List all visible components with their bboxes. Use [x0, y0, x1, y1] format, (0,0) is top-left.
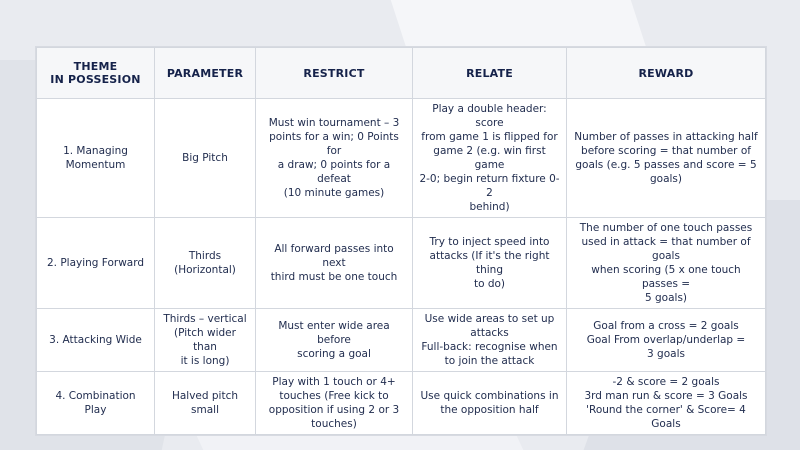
relate-text-line: Use quick combinations in — [420, 390, 559, 402]
restrict-cell — [256, 218, 413, 309]
relate-text-line: 2-0; begin return fixture 0-2 — [419, 173, 560, 199]
reward-text-line: 'Round the corner' & Score= 4 Goals — [586, 404, 746, 430]
relate-cell — [413, 309, 567, 372]
theme-text-line: 3. Attacking Wide — [49, 334, 142, 346]
relate-text-line: to join the attack — [444, 355, 535, 367]
restrict-text-line: Must enter wide area before — [278, 320, 390, 346]
header-reward: REWARD — [567, 48, 766, 99]
relate-text-line: from game 1 is flipped for — [421, 131, 558, 143]
restrict-text-line: All forward passes into next — [274, 243, 394, 269]
reward-text-line: goals (e.g. 5 passes and score = 5 — [575, 159, 757, 171]
parameter-text-line: Halved pitch — [171, 390, 239, 402]
restrict-text-line: points for a win; 0 Points for — [269, 131, 399, 157]
parameter-text-line: Thirds — [188, 250, 222, 262]
restrict-text-line: (10 minute games) — [283, 187, 385, 199]
reward-text-line: 3 goals — [647, 348, 685, 360]
reward-text-line: Goal from a cross = 2 goals — [593, 320, 739, 332]
parameter-text-line: Thirds – vertical — [163, 313, 247, 325]
relate-text-line: behind) — [469, 201, 510, 213]
restrict-text-line: touches) — [311, 418, 357, 430]
header-parameter: PARAMETER — [155, 48, 256, 99]
table-row — [37, 309, 766, 372]
reward-cell — [567, 99, 766, 218]
theme-text-line: 2. Playing Forward — [46, 257, 145, 269]
relate-cell — [413, 99, 567, 218]
parameter-text-line: (Pitch wider than — [174, 327, 236, 353]
reward-text-line: 3rd man run & score = 3 Goals — [584, 390, 748, 402]
relate-cell — [413, 372, 567, 435]
theme-cell — [37, 372, 155, 435]
header-theme-line: IN POSSESION — [50, 73, 141, 86]
relate-text-line: Use wide areas to set up — [424, 313, 555, 325]
parameter-cell — [155, 218, 256, 309]
reward-cell — [567, 218, 766, 309]
restrict-text-line: a draw; 0 points for a defeat — [277, 159, 391, 185]
restrict-text-line: touches (Free kick to — [279, 390, 389, 402]
restrict-text-line: Play with 1 touch or 4+ — [272, 376, 396, 388]
theme-text-line: 1. Managing — [63, 145, 128, 157]
table-row — [37, 218, 766, 309]
theme-text-line: Momentum — [65, 159, 126, 171]
reward-text-line: before scoring = that number of — [581, 145, 751, 157]
parameter-text-line: it is long) — [180, 355, 230, 367]
table-row — [37, 372, 766, 435]
header-theme-line: THEME — [73, 60, 118, 73]
parameter-text-line: small — [191, 404, 219, 416]
reward-text-line: 5 goals) — [644, 292, 688, 304]
restrict-text-line: opposition if using 2 or 3 — [268, 404, 400, 416]
relate-text-line: Try to inject speed into — [429, 236, 550, 248]
reward-cell — [567, 372, 766, 435]
reward-text-line: -2 & score = 2 goals — [612, 376, 720, 388]
reward-text-line: used in attack = that number of goals — [581, 236, 751, 262]
relate-text-line: the opposition half — [440, 404, 539, 416]
relate-text-line: attacks — [470, 327, 509, 339]
relate-cell — [413, 218, 567, 309]
reward-text-line: Number of passes in attacking half — [574, 131, 758, 143]
table-row — [37, 99, 766, 218]
theme-cell — [37, 309, 155, 372]
relate-text-line: attacks (If it's the right thing — [429, 250, 550, 276]
header-theme — [37, 48, 155, 99]
parameter-text-line: (Horizontal) — [174, 264, 236, 276]
relate-text-line: Play a double header: score — [432, 103, 547, 129]
theme-text-line: 4. Combination Play — [55, 390, 136, 416]
theme-cell — [37, 99, 155, 218]
restrict-text-line: scoring a goal — [297, 348, 371, 360]
restrict-cell — [256, 309, 413, 372]
header-row — [37, 48, 766, 99]
reward-text-line: Goal From overlap/underlap = — [586, 334, 746, 346]
relate-text-line: game 2 (e.g. win first game — [433, 145, 546, 171]
training-theme-table — [36, 47, 766, 435]
relate-text-line: to do) — [473, 278, 506, 290]
parameter-cell — [155, 372, 256, 435]
restrict-text-line: third must be one touch — [270, 271, 398, 283]
theme-cell — [37, 218, 155, 309]
restrict-cell — [256, 99, 413, 218]
restrict-cell — [256, 372, 413, 435]
parameter-text-line: Big Pitch — [182, 152, 228, 164]
restrict-text-line: Must win tournament – 3 — [268, 117, 400, 129]
reward-text-line: when scoring (5 x one touch passes = — [591, 264, 741, 290]
reward-cell — [567, 309, 766, 372]
parameter-cell — [155, 99, 256, 218]
reward-text-line: goals) — [649, 173, 682, 185]
reward-text-line: The number of one touch passes — [579, 222, 753, 234]
header-relate: RELATE — [413, 48, 567, 99]
header-restrict: RESTRICT — [256, 48, 413, 99]
relate-text-line: Full-back: recognise when — [421, 341, 558, 353]
parameter-cell — [155, 309, 256, 372]
